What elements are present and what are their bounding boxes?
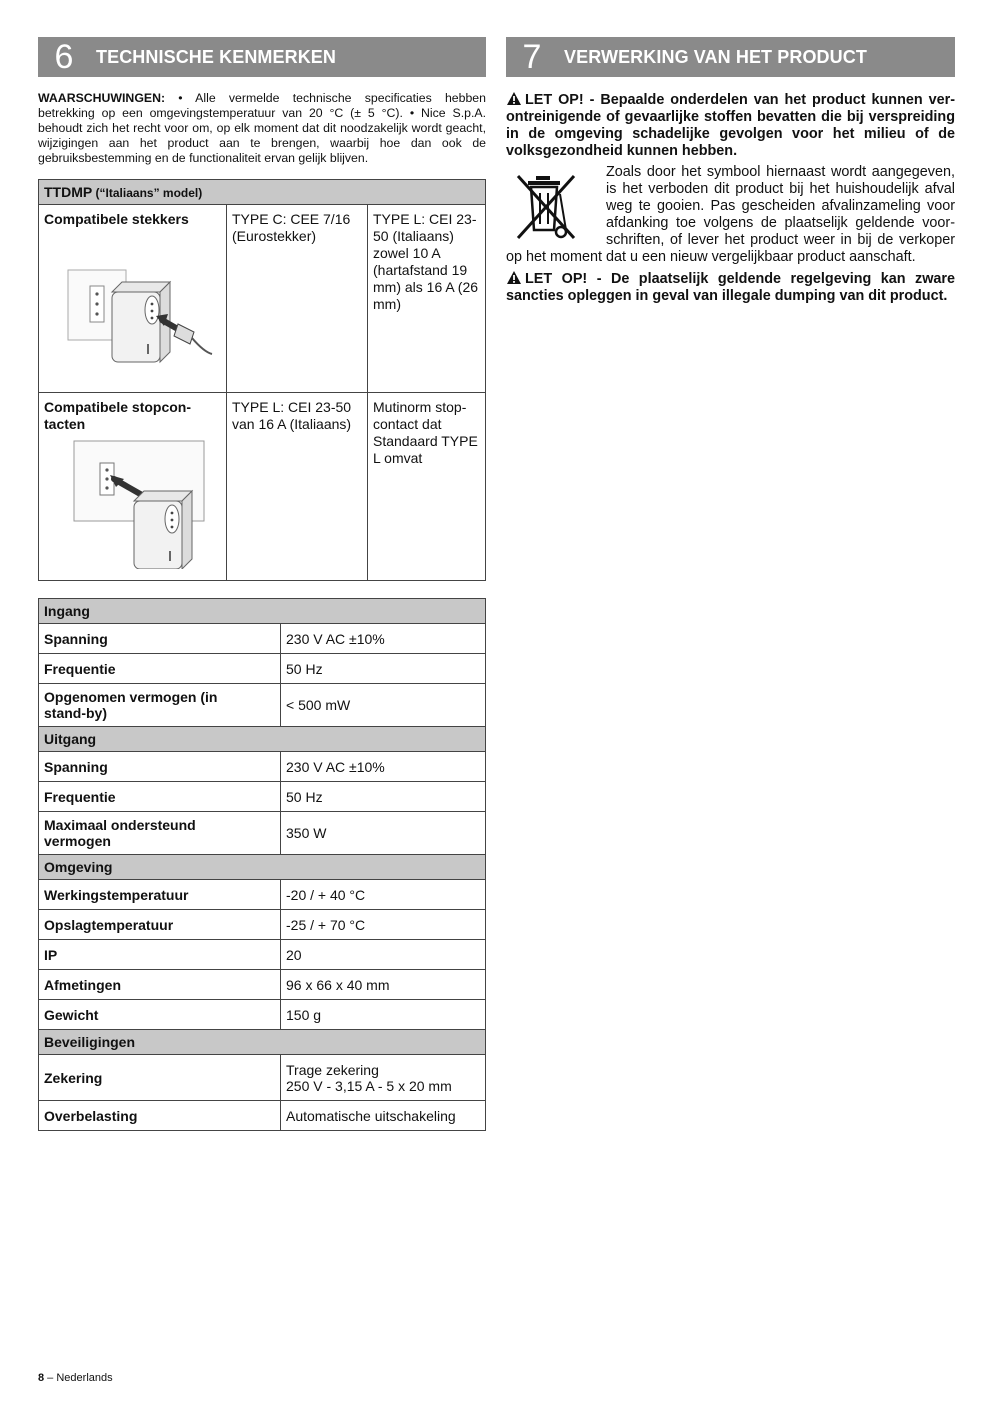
spec-key: Overbelasting (39, 1101, 281, 1131)
warnings-label: WAARSCHUWINGEN: (38, 91, 166, 105)
compat-sockets-multinorm: Mutinorm stopcontact dat Standaard TYPE L omvat (368, 393, 486, 581)
table-row (39, 1101, 486, 1131)
compatibility-table (38, 179, 486, 581)
table-row (39, 1055, 486, 1101)
section-6-number: 6 (54, 38, 74, 76)
plug-illustration-icon (44, 234, 214, 374)
table-row (39, 752, 486, 782)
specifications-table (38, 598, 486, 1131)
spec-key: IP (39, 940, 281, 970)
spec-key: Werkingstemperatuur (39, 880, 281, 910)
spec-value: -25 / + 70 °C (281, 910, 486, 940)
warnings-paragraph (38, 91, 486, 166)
disposal-text: Zoals door het symbool hiernaast wordt aangegeven, is het verboden dit product bij het huishoudelijk afval weg te gooien. Pas gescheiden afvalinzameling voor afdanking toe volgens de plaatselijk geldende voorschriften, of lever het product weer in bij de verkoper op het moment dat u een nieuw vergelijkbaar product aanschaft. (506, 164, 955, 265)
crossed-out-bin-icon (514, 172, 584, 242)
compat-sockets-type-l: TYPE L: CEI 23-50 van 16 A (Italiaans) (227, 393, 368, 581)
spec-value: 50 Hz (281, 782, 486, 812)
group-environment: Omgeving (39, 855, 486, 880)
group-output: Uitgang (39, 727, 486, 752)
compat-sockets-cell (39, 393, 227, 581)
table-row (39, 1000, 486, 1030)
spec-value: 350 W (281, 812, 486, 855)
spec-value: 230 V AC ±10% (281, 624, 486, 654)
table-row (39, 970, 486, 1000)
disposal-body (506, 164, 955, 266)
warning-triangle-icon (506, 270, 522, 285)
spec-key: Frequentie (39, 782, 281, 812)
section-6-title: TECHNISCHE KENMERKEN (96, 46, 337, 67)
group-input: Ingang (39, 599, 486, 624)
spec-key: Frequentie (39, 654, 281, 684)
disposal-warning-2: LET OP! - De plaatselijk geldende regelgeving kan zware sancties opleggen in geval van illegale dumping van dit product. (506, 271, 955, 304)
spec-key: Spanning (39, 624, 281, 654)
compat-plugs-type-l: TYPE L: CEI 23-50 (Italiaans) zowel 10 A (hartafstand 19 mm) als 16 A (26 mm) (368, 205, 486, 393)
group-protections: Beveiligingen (39, 1030, 486, 1055)
table-row (39, 782, 486, 812)
disposal-warning-1: LET OP! - Bepaalde onderdelen van het product kunnen verontreinigende of gevaarlijke stoffen bevatten die bij verspreiding in de omgeving schadelijke gevolgen voor het milieu of de volksgezondheid kunnen hebben. (506, 92, 955, 159)
page-footer (38, 1372, 113, 1384)
section-7-title: VERWERKING VAN HET PRODUCT (564, 46, 867, 67)
spec-value: Automatische uitschakeling (281, 1101, 486, 1131)
table-row (39, 205, 486, 393)
spec-key: Opgenomen vermogen (in stand-by) (39, 684, 281, 727)
model-variant: (“Italiaans” model) (92, 186, 203, 200)
page-number: 8 (38, 1372, 45, 1384)
section-technical-specs (38, 37, 486, 1131)
compat-plugs-label: Compatibele stekkers (44, 211, 189, 227)
spec-value: 20 (281, 940, 486, 970)
spec-value: < 500 mW (281, 684, 486, 727)
table-row (39, 910, 486, 940)
page-language: – Nederlands (44, 1372, 113, 1384)
spec-key: Spanning (39, 752, 281, 782)
table-row (39, 393, 486, 581)
section-disposal (506, 37, 955, 305)
compat-table-header (39, 180, 486, 205)
spec-key: Opslagtemperatuur (39, 910, 281, 940)
table-row (39, 940, 486, 970)
warnings-text: • Alle vermelde technische specificaties hebben betrekking op een omgevingstemperatuur van 20 °C (± 5 °C). • Nice S.p.A. behoudt zich het recht voor om, op elk moment dat dit noodzakelijk wordt geacht, wijzigingen aan het product aan te brengen, waarbij hoe dan ook de gebruiksbestemming en de functionaliteit ervan gelijk blijven. (38, 91, 486, 165)
section-7-header (506, 37, 955, 77)
compat-plugs-cell (39, 205, 227, 393)
spec-key: Afmetingen (39, 970, 281, 1000)
table-row (39, 684, 486, 727)
spec-value: 50 Hz (281, 654, 486, 684)
spec-key: Maximaal ondersteund vermogen (39, 812, 281, 855)
spec-value: 230 V AC ±10% (281, 752, 486, 782)
compat-plugs-type-c: TYPE C: CEE 7/16 (Eurostekker) (227, 205, 368, 393)
table-row (39, 624, 486, 654)
spec-value: 96 x 66 x 40 mm (281, 970, 486, 1000)
compat-sockets-label: Compatibele stopcontacten (44, 399, 192, 432)
section-6-header (38, 37, 486, 77)
section-7-number: 7 (522, 38, 542, 76)
spec-key: Gewicht (39, 1000, 281, 1030)
spec-value: 150 g (281, 1000, 486, 1030)
spec-value: -20 / + 40 °C (281, 880, 486, 910)
table-row (39, 812, 486, 855)
warning-triangle-icon (506, 91, 522, 106)
model-name: TTDMP (44, 184, 93, 200)
spec-key: Zekering (39, 1055, 281, 1101)
socket-illustration-icon (44, 439, 214, 569)
table-row (39, 880, 486, 910)
table-row (39, 654, 486, 684)
spec-value: Trage zekering 250 V - 3,15 A - 5 x 20 mm (281, 1055, 486, 1101)
